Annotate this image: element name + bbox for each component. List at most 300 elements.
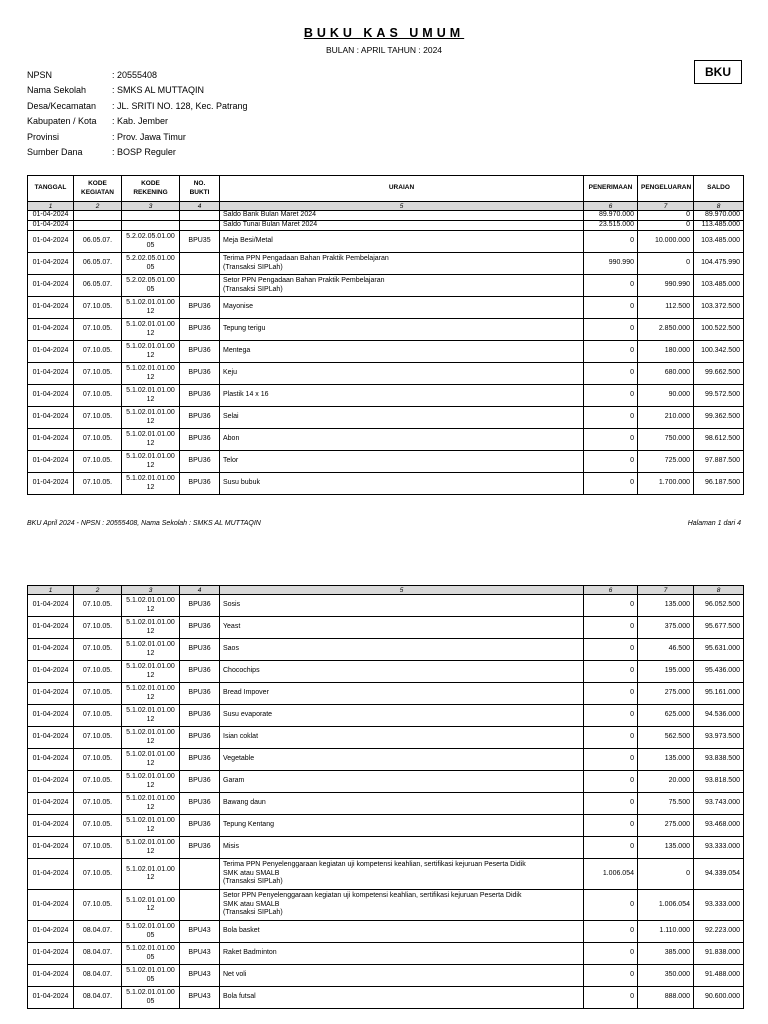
- cell-kode-rekening: 5.1.02.01.01.00 12: [122, 749, 180, 771]
- table-row: [28, 661, 744, 683]
- cell-saldo: 103.485.000: [694, 275, 744, 297]
- table-row: [28, 275, 744, 297]
- cell-pengeluaran: 385.000: [638, 943, 694, 965]
- cell-no-bukti: BPU36: [180, 407, 220, 429]
- col-header-tanggal: TANGGAL: [28, 176, 74, 202]
- cell-no-bukti: BPU36: [180, 319, 220, 341]
- cell-kode-kegiatan: 07.10.05.: [74, 595, 122, 617]
- cell-uraian: Bawang daun: [220, 793, 584, 815]
- cell-no-bukti: BPU36: [180, 617, 220, 639]
- cell-uraian: Saldo Bank Bulan Maret 2024: [220, 211, 584, 221]
- cell-tanggal: 01-04-2024: [28, 727, 74, 749]
- table-row: [28, 639, 744, 661]
- cell-penerimaan: 0: [584, 771, 638, 793]
- cell-kode-kegiatan: 08.04.07.: [74, 965, 122, 987]
- cell-pengeluaran: 0: [638, 211, 694, 221]
- cell-kode-kegiatan: 07.10.05.: [74, 385, 122, 407]
- cell-penerimaan: 990.990: [584, 253, 638, 275]
- cell-saldo: 98.612.500: [694, 429, 744, 451]
- cell-saldo: 90.600.000: [694, 987, 744, 1009]
- table-row: [28, 727, 744, 749]
- table-row: [28, 921, 744, 943]
- cell-saldo: 99.572.500: [694, 385, 744, 407]
- school-info: [27, 70, 248, 162]
- table-row: [28, 965, 744, 987]
- cell-uraian: Vegetable: [220, 749, 584, 771]
- cell-penerimaan: 0: [584, 727, 638, 749]
- info-row-school-name: Nama Sekolah : SMKS AL MUTTAQIN: [27, 85, 205, 96]
- cell-uraian: Abon: [220, 429, 584, 451]
- table-row: [28, 793, 744, 815]
- cell-penerimaan: 0: [584, 815, 638, 837]
- cell-uraian: Misis: [220, 837, 584, 859]
- cell-kode-kegiatan: 07.10.05.: [74, 661, 122, 683]
- cell-kode-kegiatan: 06.05.07.: [74, 275, 122, 297]
- cell-kode-rekening: 5.1.02.01.01.00 12: [122, 385, 180, 407]
- cell-penerimaan: 23.515.000: [584, 221, 638, 231]
- cell-kode-kegiatan: 07.10.05.: [74, 749, 122, 771]
- cell-no-bukti: [180, 253, 220, 275]
- cell-pengeluaran: 90.000: [638, 385, 694, 407]
- cell-pengeluaran: 375.000: [638, 617, 694, 639]
- cell-pengeluaran: 725.000: [638, 451, 694, 473]
- cell-tanggal: 01-04-2024: [28, 705, 74, 727]
- cell-penerimaan: 0: [584, 683, 638, 705]
- cell-no-bukti: BPU36: [180, 683, 220, 705]
- table-body-page-2: [28, 595, 744, 1009]
- cell-uraian: Mentega: [220, 341, 584, 363]
- cell-pengeluaran: 135.000: [638, 837, 694, 859]
- cell-penerimaan: 0: [584, 297, 638, 319]
- cell-uraian: Terima PPN Penyelenggaraan kegiatan uji kompetensi keahlian, sertifikasi kejuruan Peserta Didik SMK atau SMALB (Transaksi SIPLah): [220, 859, 584, 890]
- info-row-npsn: NPSN : 20555408: [27, 70, 158, 80]
- cell-saldo: 96.052.500: [694, 595, 744, 617]
- table-row: [28, 749, 744, 771]
- cell-saldo: 103.372.500: [694, 297, 744, 319]
- cell-kode-kegiatan: 07.10.05.: [74, 473, 122, 495]
- cell-tanggal: 01-04-2024: [28, 859, 74, 890]
- cell-uraian: Isian coklat: [220, 727, 584, 749]
- cell-kode-rekening: 5.1.02.01.01.00 12: [122, 297, 180, 319]
- cell-kode-rekening: 5.2.02.05.01.00 05: [122, 231, 180, 253]
- cell-uraian: Telor: [220, 451, 584, 473]
- cell-penerimaan: 0: [584, 385, 638, 407]
- cell-penerimaan: 0: [584, 793, 638, 815]
- info-row-province: Provinsi : Prov. Jawa Timur: [27, 131, 186, 142]
- cell-penerimaan: 0: [584, 617, 638, 639]
- cell-pengeluaran: 888.000: [638, 987, 694, 1009]
- table-row: [28, 451, 744, 473]
- cell-no-bukti: BPU36: [180, 793, 220, 815]
- cell-tanggal: 01-04-2024: [28, 231, 74, 253]
- table-row: [28, 473, 744, 495]
- cell-pengeluaran: 135.000: [638, 749, 694, 771]
- cell-no-bukti: BPU36: [180, 341, 220, 363]
- cell-pengeluaran: 1.006.054: [638, 890, 694, 921]
- cell-penerimaan: 0: [584, 705, 638, 727]
- cell-pengeluaran: 750.000: [638, 429, 694, 451]
- cell-uraian: Saldo Tunai Bulan Maret 2024: [220, 221, 584, 231]
- table-row: [28, 595, 744, 617]
- cell-tanggal: 01-04-2024: [28, 363, 74, 385]
- column-number-row: 1 2 3 4 5 6 7 8: [28, 586, 744, 595]
- cell-uraian: Mayonise: [220, 297, 584, 319]
- cell-tanggal: 01-04-2024: [28, 837, 74, 859]
- cell-kode-rekening: 5.2.02.05.01.00 05: [122, 275, 180, 297]
- cell-kode-rekening: 5.2.02.05.01.00 05: [122, 253, 180, 275]
- cell-tanggal: 01-04-2024: [28, 683, 74, 705]
- info-row-address: Desa/Kecamatan : JL. SRITI NO. 128, Kec. Patrang: [27, 100, 248, 111]
- cell-penerimaan: 0: [584, 231, 638, 253]
- table-body-page-1: [28, 211, 744, 495]
- cell-penerimaan: 89.970.000: [584, 211, 638, 221]
- cell-no-bukti: BPU36: [180, 705, 220, 727]
- ledger-table-page-2: [27, 585, 744, 1009]
- info-row-fund-source: Sumber Dana : BOSP Reguler: [27, 146, 176, 157]
- cell-kode-rekening: 5.1.02.01.01.00 12: [122, 407, 180, 429]
- cell-tanggal: 01-04-2024: [28, 815, 74, 837]
- cell-kode-kegiatan: 07.10.05.: [74, 683, 122, 705]
- cell-kode-rekening: 5.1.02.01.01.00 12: [122, 639, 180, 661]
- cell-tanggal: 01-04-2024: [28, 275, 74, 297]
- cell-uraian: Garam: [220, 771, 584, 793]
- cell-no-bukti: BPU36: [180, 473, 220, 495]
- col-header-no-bukti: NO. BUKTI: [180, 176, 220, 202]
- cell-saldo: 99.362.500: [694, 407, 744, 429]
- cell-pengeluaran: 275.000: [638, 683, 694, 705]
- bku-badge: BKU: [694, 60, 742, 84]
- cell-no-bukti: BPU36: [180, 771, 220, 793]
- cell-pengeluaran: 680.000: [638, 363, 694, 385]
- cell-kode-kegiatan: 07.10.05.: [74, 727, 122, 749]
- cell-kode-kegiatan: 07.10.05.: [74, 771, 122, 793]
- cell-tanggal: 01-04-2024: [28, 385, 74, 407]
- cell-kode-rekening: 5.1.02.01.01.00 12: [122, 319, 180, 341]
- table-row: [28, 231, 744, 253]
- cell-no-bukti: BPU36: [180, 429, 220, 451]
- cell-kode-kegiatan: 08.04.07.: [74, 987, 122, 1009]
- cell-tanggal: 01-04-2024: [28, 595, 74, 617]
- cell-uraian: Chocochips: [220, 661, 584, 683]
- cell-kode-rekening: 5.1.02.01.01.00 12: [122, 771, 180, 793]
- cell-saldo: 95.161.000: [694, 683, 744, 705]
- cell-tanggal: 01-04-2024: [28, 451, 74, 473]
- cell-kode-rekening: 5.1.02.01.01.00 05: [122, 987, 180, 1009]
- cell-kode-kegiatan: 07.10.05.: [74, 363, 122, 385]
- cell-pengeluaran: 275.000: [638, 815, 694, 837]
- table-row: [28, 837, 744, 859]
- cell-tanggal: 01-04-2024: [28, 749, 74, 771]
- cell-penerimaan: 0: [584, 661, 638, 683]
- cell-uraian: Saos: [220, 639, 584, 661]
- cell-kode-kegiatan: 07.10.05.: [74, 451, 122, 473]
- cell-uraian: Keju: [220, 363, 584, 385]
- cell-saldo: 93.973.500: [694, 727, 744, 749]
- table-row: [28, 407, 744, 429]
- table-row: [28, 429, 744, 451]
- cell-penerimaan: 0: [584, 890, 638, 921]
- cell-kode-kegiatan: 07.10.05.: [74, 890, 122, 921]
- cell-saldo: 113.485.000: [694, 221, 744, 231]
- table-row: [28, 221, 744, 231]
- table-row: [28, 297, 744, 319]
- cell-no-bukti: BPU36: [180, 837, 220, 859]
- cell-no-bukti: BPU43: [180, 987, 220, 1009]
- cell-saldo: 94.339.054: [694, 859, 744, 890]
- cell-pengeluaran: 195.000: [638, 661, 694, 683]
- cell-kode-kegiatan: 07.10.05.: [74, 793, 122, 815]
- cell-kode-rekening: 5.1.02.01.01.00 05: [122, 943, 180, 965]
- cell-kode-rekening: 5.1.02.01.01.00 12: [122, 341, 180, 363]
- cell-no-bukti: BPU36: [180, 815, 220, 837]
- cell-kode-rekening: 5.1.02.01.01.00 05: [122, 965, 180, 987]
- cell-tanggal: 01-04-2024: [28, 221, 74, 231]
- column-number-row: 1 2 3 4 5 6 7 8: [28, 202, 744, 211]
- cell-tanggal: 01-04-2024: [28, 771, 74, 793]
- cell-uraian: Raket Badminton: [220, 943, 584, 965]
- cell-uraian: Tepung Kentang: [220, 815, 584, 837]
- cell-saldo: 94.536.000: [694, 705, 744, 727]
- cell-no-bukti: [180, 890, 220, 921]
- cell-pengeluaran: 625.000: [638, 705, 694, 727]
- cell-pengeluaran: 562.500: [638, 727, 694, 749]
- cell-saldo: 99.662.500: [694, 363, 744, 385]
- cell-penerimaan: 0: [584, 407, 638, 429]
- cell-penerimaan: 0: [584, 749, 638, 771]
- cell-uraian: Terima PPN Pengadaan Bahan Praktik Pembelajaran (Transaksi SIPLah): [220, 253, 584, 275]
- cell-saldo: 97.887.500: [694, 451, 744, 473]
- ledger-table-page-1: [27, 175, 744, 495]
- cell-penerimaan: 0: [584, 639, 638, 661]
- cell-penerimaan: 1.006.054: [584, 859, 638, 890]
- cell-kode-kegiatan: 08.04.07.: [74, 921, 122, 943]
- table-row: [28, 363, 744, 385]
- cell-kode-kegiatan: [74, 221, 122, 231]
- col-header-kode-rekening: KODE REKENING: [122, 176, 180, 202]
- cell-tanggal: 01-04-2024: [28, 639, 74, 661]
- cell-kode-kegiatan: 07.10.05.: [74, 617, 122, 639]
- cell-penerimaan: 0: [584, 921, 638, 943]
- cell-saldo: 92.223.000: [694, 921, 744, 943]
- cell-kode-kegiatan: 07.10.05.: [74, 297, 122, 319]
- col-header-saldo: SALDO: [694, 176, 744, 202]
- cell-kode-rekening: 5.1.02.01.01.00 12: [122, 661, 180, 683]
- table-row: [28, 815, 744, 837]
- table-row: [28, 319, 744, 341]
- table-row: [28, 253, 744, 275]
- cell-saldo: 100.522.500: [694, 319, 744, 341]
- cell-no-bukti: BPU35: [180, 231, 220, 253]
- cell-tanggal: 01-04-2024: [28, 617, 74, 639]
- cell-kode-rekening: 5.1.02.01.01.00 12: [122, 617, 180, 639]
- cell-pengeluaran: 0: [638, 221, 694, 231]
- table-row: [28, 341, 744, 363]
- cell-kode-rekening: 5.1.02.01.01.00 12: [122, 727, 180, 749]
- col-header-kode-kegiatan: KODE KEGIATAN: [74, 176, 122, 202]
- cell-saldo: 103.485.000: [694, 231, 744, 253]
- cell-no-bukti: BPU36: [180, 661, 220, 683]
- cell-kode-kegiatan: 06.05.07.: [74, 253, 122, 275]
- cell-kode-kegiatan: 07.10.05.: [74, 815, 122, 837]
- cell-kode-kegiatan: 07.10.05.: [74, 407, 122, 429]
- cell-no-bukti: BPU43: [180, 943, 220, 965]
- cell-no-bukti: BPU36: [180, 297, 220, 319]
- cell-no-bukti: BPU36: [180, 385, 220, 407]
- cell-penerimaan: 0: [584, 341, 638, 363]
- cell-tanggal: 01-04-2024: [28, 253, 74, 275]
- cell-no-bukti: BPU36: [180, 749, 220, 771]
- cell-kode-rekening: 5.1.02.01.01.00 12: [122, 815, 180, 837]
- cell-kode-kegiatan: 07.10.05.: [74, 639, 122, 661]
- cell-kode-rekening: 5.1.02.01.01.00 12: [122, 451, 180, 473]
- cell-penerimaan: 0: [584, 837, 638, 859]
- cell-no-bukti: BPU36: [180, 451, 220, 473]
- col-header-pengeluaran: PENGELUARAN: [638, 176, 694, 202]
- cell-tanggal: 01-04-2024: [28, 473, 74, 495]
- cell-uraian: Bola basket: [220, 921, 584, 943]
- cell-saldo: 95.631.000: [694, 639, 744, 661]
- cell-penerimaan: 0: [584, 363, 638, 385]
- table-row: [28, 617, 744, 639]
- cell-saldo: 89.970.000: [694, 211, 744, 221]
- cell-pengeluaran: 135.000: [638, 595, 694, 617]
- cell-saldo: 93.743.000: [694, 793, 744, 815]
- cell-pengeluaran: 180.000: [638, 341, 694, 363]
- cell-uraian: Plastik 14 x 16: [220, 385, 584, 407]
- table-row: [28, 771, 744, 793]
- cell-tanggal: 01-04-2024: [28, 890, 74, 921]
- cell-tanggal: 01-04-2024: [28, 341, 74, 363]
- cell-tanggal: 01-04-2024: [28, 297, 74, 319]
- cell-saldo: 95.677.500: [694, 617, 744, 639]
- cell-no-bukti: [180, 221, 220, 231]
- cell-tanggal: 01-04-2024: [28, 429, 74, 451]
- cell-tanggal: 01-04-2024: [28, 319, 74, 341]
- cell-uraian: Bola futsal: [220, 987, 584, 1009]
- cell-penerimaan: 0: [584, 595, 638, 617]
- table-row: [28, 943, 744, 965]
- cell-pengeluaran: 112.500: [638, 297, 694, 319]
- col-header-penerimaan: PENERIMAAN: [584, 176, 638, 202]
- cell-uraian: Net voli: [220, 965, 584, 987]
- col-header-uraian: URAIAN: [220, 176, 584, 202]
- cell-tanggal: 01-04-2024: [28, 921, 74, 943]
- cell-saldo: 100.342.500: [694, 341, 744, 363]
- cell-kode-rekening: 5.1.02.01.01.00 12: [122, 683, 180, 705]
- cell-pengeluaran: 0: [638, 253, 694, 275]
- footer-document-info: BKU April 2024 - NPSN : 20555408, Nama Sekolah : SMKS AL MUTTAQIN: [27, 520, 261, 527]
- table-row: [28, 890, 744, 921]
- cell-kode-rekening: 5.1.02.01.01.00 12: [122, 705, 180, 727]
- cell-saldo: 93.333.000: [694, 837, 744, 859]
- page-subtitle: BULAN : APRIL TAHUN : 2024: [325, 45, 443, 55]
- cell-penerimaan: 0: [584, 451, 638, 473]
- cell-no-bukti: BPU36: [180, 639, 220, 661]
- cell-pengeluaran: 10.000.000: [638, 231, 694, 253]
- cell-no-bukti: BPU43: [180, 965, 220, 987]
- cell-kode-rekening: 5.1.02.01.01.00 05: [122, 921, 180, 943]
- cell-uraian: Setor PPN Pengadaan Bahan Praktik Pembelajaran (Transaksi SIPLah): [220, 275, 584, 297]
- cell-penerimaan: 0: [584, 429, 638, 451]
- cell-uraian: Yeast: [220, 617, 584, 639]
- cell-uraian: Tepung terigu: [220, 319, 584, 341]
- cell-kode-kegiatan: 07.10.05.: [74, 319, 122, 341]
- info-row-regency: Kabupaten / Kota : Kab. Jember: [27, 116, 169, 127]
- cell-pengeluaran: 210.000: [638, 407, 694, 429]
- cell-pengeluaran: 350.000: [638, 965, 694, 987]
- cell-penerimaan: 0: [584, 275, 638, 297]
- table-row: [28, 705, 744, 727]
- cell-saldo: 96.187.500: [694, 473, 744, 495]
- cell-no-bukti: BPU36: [180, 727, 220, 749]
- cell-kode-kegiatan: 07.10.05.: [74, 705, 122, 727]
- cell-saldo: 93.818.500: [694, 771, 744, 793]
- cell-tanggal: 01-04-2024: [28, 943, 74, 965]
- cell-kode-rekening: [122, 221, 180, 231]
- cell-kode-kegiatan: [74, 211, 122, 221]
- cell-saldo: 95.436.000: [694, 661, 744, 683]
- cell-kode-rekening: 5.1.02.01.01.00 12: [122, 363, 180, 385]
- cell-kode-kegiatan: 06.05.07.: [74, 231, 122, 253]
- cell-no-bukti: BPU43: [180, 921, 220, 943]
- cell-penerimaan: 0: [584, 319, 638, 341]
- cell-saldo: 91.488.000: [694, 965, 744, 987]
- cell-tanggal: 01-04-2024: [28, 793, 74, 815]
- cell-uraian: Selai: [220, 407, 584, 429]
- cell-pengeluaran: 2.850.000: [638, 319, 694, 341]
- cell-penerimaan: 0: [584, 473, 638, 495]
- cell-uraian: Setor PPN Penyelenggaraan kegiatan uji kompetensi keahlian, sertifikasi kejuruan Peserta Didik SMK atau SMALB (Transaksi SIPLah): [220, 890, 584, 921]
- cell-kode-rekening: 5.1.02.01.01.00 12: [122, 793, 180, 815]
- footer-page-number: Halaman 1 dari 4: [687, 520, 741, 527]
- table-row: [28, 683, 744, 705]
- cell-no-bukti: BPU36: [180, 363, 220, 385]
- cell-uraian: Sosis: [220, 595, 584, 617]
- cell-uraian: Susu evaporate: [220, 705, 584, 727]
- cell-kode-rekening: 5.1.02.01.01.00 12: [122, 473, 180, 495]
- cell-no-bukti: [180, 859, 220, 890]
- cell-kode-kegiatan: 08.04.07.: [74, 943, 122, 965]
- table-row: [28, 385, 744, 407]
- table-header-row: [28, 176, 744, 202]
- cell-no-bukti: BPU36: [180, 595, 220, 617]
- cell-saldo: 93.838.500: [694, 749, 744, 771]
- page-title: BUKU KAS UMUM: [303, 26, 465, 40]
- cell-pengeluaran: 1.700.000: [638, 473, 694, 495]
- cell-saldo: 93.468.000: [694, 815, 744, 837]
- cell-pengeluaran: 1.110.000: [638, 921, 694, 943]
- cell-uraian: Meja Besi/Metal: [220, 231, 584, 253]
- cell-tanggal: 01-04-2024: [28, 407, 74, 429]
- table-row: [28, 211, 744, 221]
- cell-kode-kegiatan: 07.10.05.: [74, 859, 122, 890]
- cell-kode-kegiatan: 07.10.05.: [74, 341, 122, 363]
- cell-penerimaan: 0: [584, 943, 638, 965]
- cell-uraian: Susu bubuk: [220, 473, 584, 495]
- cell-kode-kegiatan: 07.10.05.: [74, 837, 122, 859]
- cell-penerimaan: 0: [584, 965, 638, 987]
- cell-pengeluaran: 990.990: [638, 275, 694, 297]
- cell-penerimaan: 0: [584, 987, 638, 1009]
- cell-saldo: 91.838.000: [694, 943, 744, 965]
- cell-pengeluaran: 75.500: [638, 793, 694, 815]
- cell-kode-rekening: 5.1.02.01.01.00 12: [122, 837, 180, 859]
- cell-kode-rekening: 5.1.02.01.01.00 12: [122, 859, 180, 890]
- cell-tanggal: 01-04-2024: [28, 661, 74, 683]
- cell-saldo: 93.333.000: [694, 890, 744, 921]
- cell-kode-kegiatan: 07.10.05.: [74, 429, 122, 451]
- cell-kode-rekening: 5.1.02.01.01.00 12: [122, 890, 180, 921]
